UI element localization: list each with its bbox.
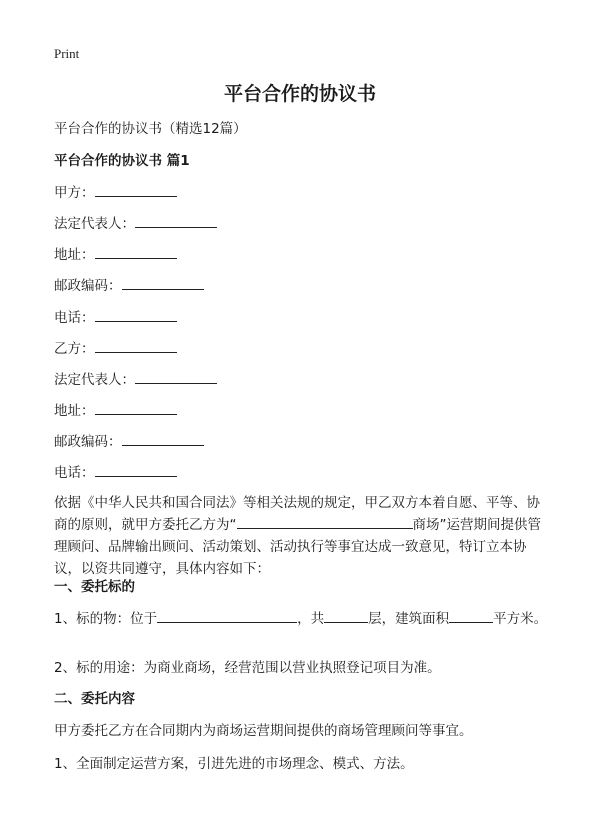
party-b-rep-blank <box>135 370 217 384</box>
section1-heading: 一、委托标的 <box>54 579 135 595</box>
party-a-postcode-blank <box>122 276 204 290</box>
party-b-address-blank <box>95 401 177 415</box>
party-a-rep-label: 法定代表人： <box>54 216 135 232</box>
section-heading: 平台合作的协议书 篇1 <box>54 153 190 169</box>
party-b-rep-row <box>54 370 217 389</box>
party-a-name-row <box>54 183 177 202</box>
party-a-address-row <box>54 245 177 264</box>
intro-part2: 商场”运营期间提供管理顾问、品牌输出顾问、活动策划、活动执行等事宜达成一致意见，特订立本协议，以资共同遵守，具体内容如下： <box>54 517 541 577</box>
party-a-address-blank <box>95 245 177 259</box>
party-b-name-blank <box>95 339 177 353</box>
party-b-rep-label: 法定代表人： <box>54 372 135 388</box>
party-a-rep-row <box>54 214 217 233</box>
floors-blank <box>324 609 368 623</box>
party-a-postcode-label: 邮政编码： <box>54 278 122 294</box>
document-subtitle: 平台合作的协议书（精选12篇） <box>54 121 247 137</box>
item1-period: 。 <box>533 611 548 627</box>
intro-part1: 依据《中华人民共和国合同法》等相关法规的规定，甲乙双方本着自愿、平等、协商的原则，就甲方委托乙方为“ <box>54 495 540 533</box>
mall-name-blank <box>237 515 413 529</box>
section1-item2: 2、标的用途：为商业商场，经营范围以营业执照登记项目为准。 <box>54 660 441 676</box>
item1-area-label: 层，建筑面积 <box>368 611 450 627</box>
party-b-address-label: 地址： <box>54 403 95 419</box>
party-a-address-label: 地址： <box>54 247 95 263</box>
section2-paragraph: 甲方委托乙方在合同期内为商场运营期间提供的商场管理顾问等事宜。 <box>54 723 473 739</box>
section2-item1: 1、全面制定运营方案，引进先进的市场理念、模式、方法。 <box>54 756 414 772</box>
intro-paragraph <box>54 492 548 580</box>
party-b-name-row <box>54 339 177 358</box>
party-b-phone-blank <box>95 463 177 477</box>
party-b-name-label: 乙方： <box>54 341 95 357</box>
party-a-rep-blank <box>135 214 217 228</box>
party-a-phone-label: 电话： <box>54 310 95 326</box>
section1-item1 <box>54 608 548 630</box>
section2-heading: 二、委托内容 <box>54 691 135 707</box>
document-title: 平台合作的协议书 <box>223 83 376 105</box>
party-a-name-blank <box>95 183 177 197</box>
item1-unit: 平方米 <box>493 611 534 627</box>
party-b-postcode-blank <box>122 432 204 446</box>
area-blank <box>449 609 493 623</box>
party-a-postcode-row <box>54 276 204 295</box>
party-b-address-row <box>54 401 177 420</box>
item1-location-label: 1、标的物：位于 <box>54 611 158 627</box>
print-link[interactable]: Print <box>54 46 80 61</box>
party-a-phone-row <box>54 308 177 327</box>
party-b-phone-row <box>54 463 177 482</box>
party-b-postcode-label: 邮政编码： <box>54 434 122 450</box>
party-b-phone-label: 电话： <box>54 465 95 481</box>
party-b-postcode-row <box>54 432 204 451</box>
party-a-name-label: 甲方： <box>54 185 95 201</box>
location-blank <box>157 609 297 623</box>
party-a-phone-blank <box>95 308 177 322</box>
item1-floors-label: ，共 <box>297 611 325 627</box>
